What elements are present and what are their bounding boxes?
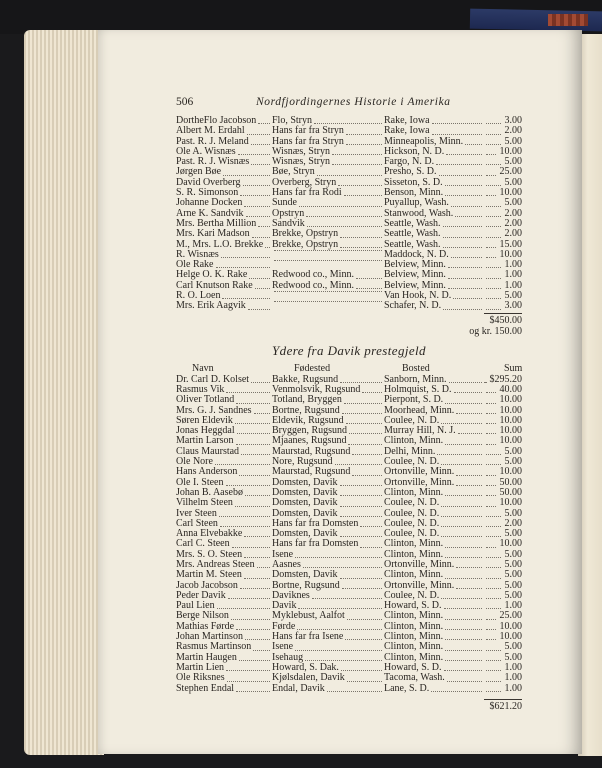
donor-amount: 2.00 [484, 126, 522, 136]
donor-list-2 [176, 375, 594, 694]
donor-name: Carl Steen [176, 519, 272, 529]
donor-name: Rasmus Vik [176, 385, 272, 395]
donor-residence: Clinton, Minn. [384, 488, 484, 498]
donor-name: Mrs. Andreas Steen [176, 560, 272, 570]
donor-birthplace: Hans far fra Domsten [272, 519, 384, 529]
donor-amount: 5.00 [484, 560, 522, 570]
donor-name: S. R. Simonson [176, 188, 272, 198]
donor-name: Martin Lien [176, 663, 272, 673]
donor-amount: 2.00 [484, 519, 522, 529]
donor-amount: 10.00 [484, 416, 522, 426]
donor-name: Hans Anderson [176, 467, 272, 477]
list1-total: $450.00 [489, 314, 522, 326]
donor-amount: 1.00 [484, 663, 522, 673]
donor-birthplace: Bortne, Rugsund [272, 581, 384, 591]
donor-residence: Clinton, Minn. [384, 539, 484, 549]
donor-birthplace: Isene [272, 642, 384, 652]
donor-birthplace: Domsten, Davik [272, 478, 384, 488]
donor-residence: Maddock, N. D. [384, 250, 484, 260]
donor-residence: Puyallup, Wash. [384, 198, 484, 208]
donor-birthplace: Totland, Bryggen [272, 395, 384, 405]
donor-birthplace: Førde [272, 622, 384, 632]
donor-birthplace: Endal, Davik [272, 684, 384, 694]
donor-amount: 5.00 [484, 157, 522, 167]
donor-amount: 10.00 [484, 395, 522, 405]
donor-birthplace: Wisnæs, Stryn [272, 157, 384, 167]
donor-birthplace: Nore, Rugsund [272, 457, 384, 467]
donor-birthplace: Eldevik, Rugsund [272, 416, 384, 426]
donor-amount: 5.00 [484, 591, 522, 601]
donor-residence: Rake, Iowa [384, 126, 484, 136]
donor-birthplace: Isehaug [272, 653, 384, 663]
donor-birthplace: Davik [272, 601, 384, 611]
donor-birthplace: Hans far fra Isene [272, 632, 384, 642]
donor-amount: 10.00 [484, 632, 522, 642]
list1-total-nok: og kr. 150.00 [469, 325, 522, 337]
donor-name: Vilhelm Steen [176, 498, 272, 508]
donor-name: Johan B. Aasebø [176, 488, 272, 498]
headband [548, 14, 588, 26]
donor-name: Mrs. Bertha Million [176, 219, 272, 229]
donor-amount: 5.00 [484, 570, 522, 580]
donor-amount: 1.00 [484, 281, 522, 291]
donor-name: Jørgen Bøe [176, 167, 272, 177]
donor-name: Ole Riksnes [176, 673, 272, 683]
donor-residence: Clinton, Minn. [384, 436, 484, 446]
donor-amount: 5.00 [484, 509, 522, 519]
donor-amount: 5.00 [484, 178, 522, 188]
donor-birthplace: Hans far fra Stryn [272, 137, 384, 147]
donor-residence: Delhi, Minn. [384, 447, 484, 457]
donor-amount: 3.00 [484, 301, 522, 311]
donor-birthplace: Wisnæs, Stryn [272, 147, 384, 157]
donor-birthplace [272, 301, 384, 304]
page-edges [24, 30, 104, 755]
donor-amount: 5.00 [484, 529, 522, 539]
donor-birthplace: Hans far fra Rodi [272, 188, 384, 198]
donor-birthplace: Domsten, Davik [272, 498, 384, 508]
donor-birthplace: Domsten, Davik [272, 529, 384, 539]
page-header [176, 96, 594, 116]
donor-amount: 5.00 [484, 653, 522, 663]
donor-birthplace: Aasnes [272, 560, 384, 570]
donor-birthplace: Flo, Stryn [272, 116, 384, 126]
donor-amount: 15.00 [484, 240, 522, 250]
donor-name: Peder Davik [176, 591, 272, 601]
donor-name: Martin Haugen [176, 653, 272, 663]
table-row [176, 301, 594, 311]
donor-amount: 1.00 [484, 270, 522, 280]
donor-residence: Coulee, N. D. [384, 591, 484, 601]
donor-birthplace: Domsten, Davik [272, 488, 384, 498]
donor-name: Rasmus Martinson [176, 642, 272, 652]
col-sum-header: Sum [504, 362, 523, 374]
donor-amount: $295.20 [484, 375, 522, 385]
donor-amount: 2.00 [484, 229, 522, 239]
donor-amount: 1.00 [484, 684, 522, 694]
donor-list-1 [176, 116, 594, 312]
col-birthplace-header: Fødested [294, 362, 331, 374]
table-row [176, 498, 594, 508]
donor-residence: Belview, Minn. [384, 281, 484, 291]
list2-total: $621.20 [489, 700, 522, 712]
donor-birthplace: Brekke, Opstryn [272, 240, 384, 250]
donor-name: Arne K. Sandvik [176, 209, 272, 219]
donor-amount: 5.00 [484, 291, 522, 301]
donor-birthplace: Domsten, Davik [272, 570, 384, 580]
donor-birthplace: Redwood co., Minn. [272, 270, 384, 280]
donor-birthplace: Sunde [272, 198, 384, 208]
donor-residence: Murray Hill, N. J. [384, 426, 484, 436]
donor-birthplace: Bakke, Rugsund [272, 375, 384, 385]
donor-residence: Ortonville, Minn. [384, 560, 484, 570]
donor-name: Iver Steen [176, 509, 272, 519]
donor-amount: 25.00 [484, 167, 522, 177]
book-page [98, 30, 582, 754]
donor-birthplace: Overberg, Stryn [272, 178, 384, 188]
donor-amount: 50.00 [484, 488, 522, 498]
donor-birthplace: Mjaanes, Rugsund [272, 436, 384, 446]
donor-name: Carl Knutson Rake [176, 281, 272, 291]
donor-residence: Pierpont, S. D. [384, 395, 484, 405]
table-row [176, 673, 594, 683]
donor-name: Mrs. Kari Madson [176, 229, 272, 239]
donor-residence: Belview, Minn. [384, 260, 484, 270]
donor-residence: Presho, S. D. [384, 167, 484, 177]
donor-residence: Stanwood, Wash. [384, 209, 484, 219]
donor-amount: 5.00 [484, 581, 522, 591]
donor-amount: 10.00 [484, 188, 522, 198]
col-residence-header: Bosted [402, 362, 430, 374]
donor-residence: Ortonville, Minn. [384, 581, 484, 591]
donor-name: R. O. Loen [176, 291, 272, 301]
donor-name: Berge Nilson [176, 611, 272, 621]
donor-residence: Clinton, Minn. [384, 653, 484, 663]
donor-amount: 50.00 [484, 478, 522, 488]
donor-name: Ole Nore [176, 457, 272, 467]
donor-residence: Coulee, N. D. [384, 519, 484, 529]
donor-name: Dr. Carl D. Kolset [176, 375, 272, 385]
donor-amount: 10.00 [484, 622, 522, 632]
donor-name: Stephen Endal [176, 684, 272, 694]
donor-residence: Moorhead, Minn. [384, 406, 484, 416]
donor-birthplace: Bøe, Stryn [272, 167, 384, 177]
donor-birthplace [272, 291, 384, 294]
donor-residence: Clinton, Minn. [384, 550, 484, 560]
donor-residence: Coulee, N. D. [384, 416, 484, 426]
donor-name: Helge O. K. Rake [176, 270, 272, 280]
donor-residence: Fargo, N. D. [384, 157, 484, 167]
donor-residence: Seattle, Wash. [384, 229, 484, 239]
donor-amount: 40.00 [484, 385, 522, 395]
donor-name: Oliver Totland [176, 395, 272, 405]
column-headers [176, 363, 594, 375]
donor-name: Søren Eldevik [176, 416, 272, 426]
donor-residence: Clinton, Minn. [384, 622, 484, 632]
donor-name: DortheFlo Jacobson [176, 116, 272, 126]
donor-birthplace: Daviknes [272, 591, 384, 601]
donor-amount: 2.00 [484, 219, 522, 229]
page-number: 506 [176, 96, 194, 108]
donor-name: R. Wisnæs [176, 250, 272, 260]
donor-birthplace: Redwood co., Minn. [272, 281, 384, 291]
table-row [176, 395, 594, 405]
donor-residence: Van Hook, N. D. [384, 291, 484, 301]
donor-residence: Sanborn, Minn. [384, 375, 484, 385]
donor-birthplace: Myklebust, Aalfot [272, 611, 384, 621]
donor-birthplace: Howard, S. Dak. [272, 663, 384, 673]
donor-name: David Overberg [176, 178, 272, 188]
donor-birthplace: Hans far fra Stryn [272, 126, 384, 136]
donor-residence: Hickson, N. D. [384, 147, 484, 157]
donor-residence: Howard, S. D. [384, 601, 484, 611]
donor-residence: Schafer, N. D. [384, 301, 484, 311]
donor-birthplace: Isene [272, 550, 384, 560]
donor-residence: Clinton, Minn. [384, 570, 484, 580]
donor-residence: Lane, S. D. [384, 684, 484, 694]
donor-name: Martin M. Steen [176, 570, 272, 580]
donor-amount: 5.00 [484, 642, 522, 652]
donor-name: Mrs. G. J. Sandnes [176, 406, 272, 416]
donor-residence: Ortonville, Minn. [384, 467, 484, 477]
donor-amount: 10.00 [484, 406, 522, 416]
donor-birthplace: Bryggen, Rugsund [272, 426, 384, 436]
donor-name: Martin Larson [176, 436, 272, 446]
donor-name: Past. R. J. Wisnæs [176, 157, 272, 167]
donor-name: Jacob Jacobson [176, 581, 272, 591]
donor-residence: Ortonville, Minn. [384, 478, 484, 488]
donor-amount: 5.00 [484, 198, 522, 208]
donor-amount: 10.00 [484, 250, 522, 260]
donor-amount: 3.00 [484, 116, 522, 126]
donor-amount: 10.00 [484, 539, 522, 549]
donor-birthplace: Maurstad, Rugsund [272, 447, 384, 457]
donor-residence: Sisseton, S. D. [384, 178, 484, 188]
donor-birthplace: Domsten, Davik [272, 509, 384, 519]
donor-residence: Minneapolis, Minn. [384, 137, 484, 147]
donor-amount: 10.00 [484, 426, 522, 436]
page-content [176, 96, 594, 712]
donor-residence: Holmquist, S. D. [384, 385, 484, 395]
donor-amount: 5.00 [484, 447, 522, 457]
donor-amount: 2.00 [484, 209, 522, 219]
donor-residence: Clinton, Minn. [384, 611, 484, 621]
donor-amount: 1.00 [484, 673, 522, 683]
donor-amount: 1.00 [484, 601, 522, 611]
section-title: Ydere fra Davik prestegjeld [272, 342, 426, 358]
donor-name: Carl C. Steen [176, 539, 272, 549]
donor-residence: Coulee, N. D. [384, 529, 484, 539]
donor-name: Ole Rake [176, 260, 272, 270]
donor-name: M., Mrs. L.O. Brekke [176, 240, 272, 250]
donor-name: Albert M. Erdahl [176, 126, 272, 136]
donor-residence: Coulee, N. D. [384, 498, 484, 508]
donor-residence: Seattle, Wash. [384, 219, 484, 229]
donor-name: Jonas Heggdal [176, 426, 272, 436]
donor-name: Johan Martinson [176, 632, 272, 642]
donor-amount: 25.00 [484, 611, 522, 621]
donor-name: Ole A. Wisnæs [176, 147, 272, 157]
donor-birthplace: Opstryn [272, 209, 384, 219]
donor-name: Johanne Docken [176, 198, 272, 208]
donor-birthplace: Hans far fra Domsten [272, 539, 384, 549]
donor-birthplace: Venmolsvik, Rugsund [272, 385, 384, 395]
donor-residence: Coulee, N. D. [384, 457, 484, 467]
donor-name: Claus Maurstad [176, 447, 272, 457]
donor-amount: 10.00 [484, 147, 522, 157]
col-name-header: Navn [192, 362, 214, 374]
donor-name: Anna Elvebakke [176, 529, 272, 539]
donor-residence: Belview, Minn. [384, 270, 484, 280]
running-title: Nordfjordingernes Historie i Amerika [256, 96, 451, 108]
donor-name: Ole I. Steen [176, 478, 272, 488]
donor-birthplace [272, 260, 384, 263]
donor-birthplace: Maurstad, Rugsund [272, 467, 384, 477]
donor-residence: Benson, Minn. [384, 188, 484, 198]
donor-amount: 10.00 [484, 467, 522, 477]
donor-name: Mrs. S. O. Steen [176, 550, 272, 560]
donor-birthplace: Brekke, Opstryn [272, 229, 384, 239]
donor-amount: 5.00 [484, 457, 522, 467]
donor-residence: Coulee, N. D. [384, 509, 484, 519]
donor-residence: Rake, Iowa [384, 116, 484, 126]
donor-residence: Clinton, Minn. [384, 642, 484, 652]
donor-name: Paul Lien [176, 601, 272, 611]
donor-name: Mathias Førde [176, 622, 272, 632]
donor-amount: 5.00 [484, 550, 522, 560]
donor-residence: Howard, S. D. [384, 663, 484, 673]
donor-residence: Seattle, Wash. [384, 240, 484, 250]
donor-residence: Clinton, Minn. [384, 632, 484, 642]
donor-birthplace: Kjølsdalen, Davik [272, 673, 384, 683]
donor-birthplace: Sandvik [272, 219, 384, 229]
donor-residence: Tacoma, Wash. [384, 673, 484, 683]
donor-amount: 1.00 [484, 260, 522, 270]
donor-amount: 5.00 [484, 137, 522, 147]
donor-name: Past. R. J. Meland [176, 137, 272, 147]
table-row [176, 684, 594, 694]
donor-birthplace [272, 250, 384, 253]
donor-birthplace: Bortne, Rugsund [272, 406, 384, 416]
donor-amount: 10.00 [484, 498, 522, 508]
donor-amount: 10.00 [484, 436, 522, 446]
donor-name: Mrs. Erik Aagvik [176, 301, 272, 311]
